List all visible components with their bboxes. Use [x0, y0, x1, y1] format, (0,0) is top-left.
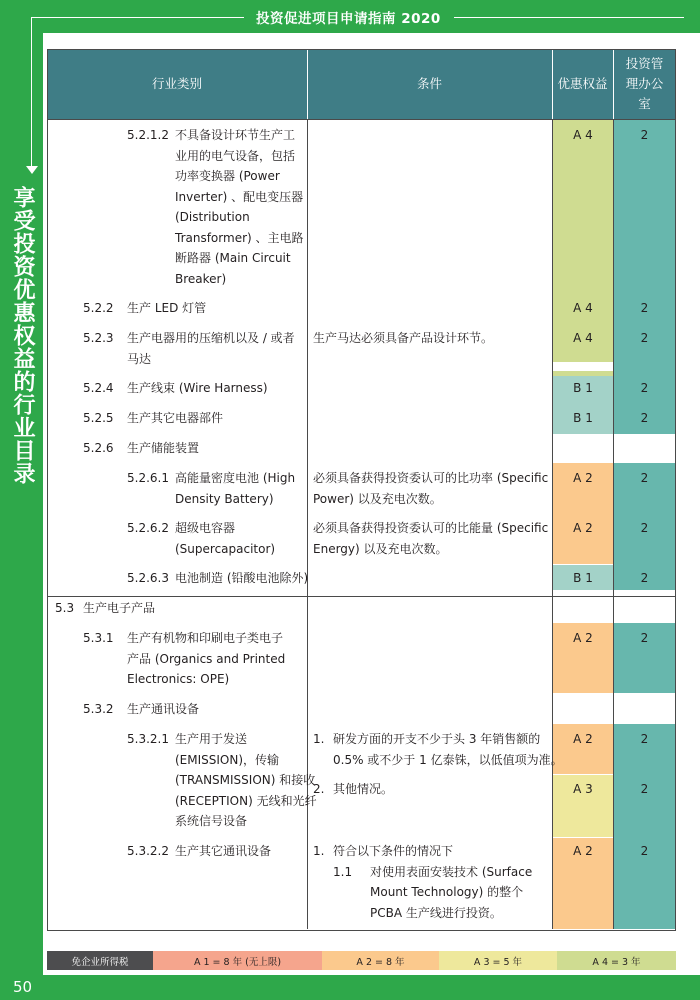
row-number: 5.2.6.1 [127, 471, 169, 485]
benefit-value: A 2 [573, 471, 593, 485]
benefit-value: B 1 [573, 411, 593, 425]
industry-line: 生产电器用的压缩机以及 / 或者 [127, 331, 295, 345]
header-industry: 行业类别 [47, 49, 307, 119]
row-number: 5.2.3 [83, 331, 114, 345]
row-number: 5.3.2.2 [127, 844, 169, 858]
industry-line: 生产通讯设备 [127, 702, 200, 716]
office-value: 2 [640, 381, 649, 395]
industry-line: (Distribution [175, 210, 250, 224]
industry-line: 功率变换器 (Power [175, 169, 280, 183]
row-number: 5.2.2 [83, 301, 114, 315]
benefit-value: A 3 [573, 782, 593, 796]
industry-line: 系统信号设备 [175, 814, 248, 828]
benefit-value: B 1 [573, 381, 593, 395]
legend-item-a1: A 1 = 8 年 (无上限) [153, 951, 322, 970]
industry-line: (Supercapacitor) [175, 541, 276, 556]
benefit-value: A 4 [573, 301, 593, 315]
row-number: 5.3 [55, 601, 75, 615]
office-value: 2 [640, 571, 649, 585]
condition-number: 1. [313, 844, 325, 858]
industry-line: 生产有机物和印刷电子类电子 [127, 631, 284, 645]
industry-line: Transformer) 、主电路 [175, 230, 304, 245]
industry-line: 产品 (Organics and Printed [127, 651, 286, 666]
footer-bar [0, 975, 700, 1000]
condition-subnumber: 1.1 [333, 864, 353, 879]
row-number: 5.3.2 [83, 702, 114, 716]
row-number: 5.2.1.2 [127, 128, 169, 142]
benefit-value: A 4 [573, 331, 593, 345]
benefit-legend [47, 951, 676, 970]
side-bar [0, 0, 43, 975]
header-office-line: 理办公 [625, 76, 664, 91]
industry-line: 马达 [127, 351, 152, 366]
industry-line: Inverter) 、配电变压器 [175, 189, 304, 204]
industry-line: 生产其它电器部件 [127, 411, 224, 425]
row-number: 5.3.2.1 [127, 732, 169, 746]
condition-line: 生产马达必须具备产品设计环节。 [313, 331, 494, 345]
row-number: 5.2.5 [83, 411, 114, 425]
industry-line: 生产 LED 灯管 [127, 301, 207, 315]
industry-line: (TRANSMISSION) 和接收 [175, 773, 316, 787]
office-value: 2 [640, 631, 649, 645]
benefit-value: A 2 [573, 732, 593, 746]
benefit-value: A 2 [573, 631, 593, 645]
side-title: 享受投资优惠权益的行业目录 [10, 186, 35, 485]
header-office-line: 室 [638, 96, 651, 111]
header-condition: 条件 [307, 49, 552, 119]
legend-item-a3: A 3 = 5 年 [439, 951, 557, 970]
industry-line: 生产线束 (Wire Harness) [127, 381, 268, 395]
condition-line: 必须具备获得投资委认可的比能量 (Specific [313, 521, 549, 535]
condition-line: 必须具备获得投资委认可的比功率 (Specific [313, 471, 549, 485]
office-value: 2 [640, 411, 649, 425]
office-value: 2 [640, 471, 649, 485]
condition-line: Power) 以及充电次数。 [313, 491, 442, 506]
column-divider [307, 119, 308, 596]
benefit-value: A 2 [573, 521, 593, 535]
industry-line: Electronics: OPE) [127, 672, 230, 686]
row-number: 5.2.6 [83, 441, 114, 455]
benefit-value: A 2 [573, 844, 593, 858]
arrow-down-icon [26, 166, 38, 174]
row-number: 5.2.6.3 [127, 571, 169, 585]
office-value: 2 [640, 128, 649, 142]
row-number: 5.3.1 [83, 631, 114, 645]
legend-item-a2: A 2 = 8 年 [322, 951, 439, 970]
industry-table [47, 49, 676, 931]
benefit-value: B 1 [573, 571, 593, 585]
industry-line: (EMISSION)，传输 [175, 752, 280, 767]
condition-line: Energy) 以及充电次数。 [313, 541, 448, 556]
industry-line: Density Battery) [175, 491, 274, 506]
office-value: 2 [640, 732, 649, 746]
condition-line: 其他情况。 [333, 782, 394, 796]
column-divider [307, 596, 308, 929]
industry-line: Breaker) [175, 271, 227, 286]
office-value: 2 [640, 301, 649, 315]
benefit-value: A 4 [573, 128, 593, 142]
industry-line: 生产其它通讯设备 [175, 844, 272, 858]
condition-line: 0.5% 或不少于 1 亿泰铢，以低值项为准。 [333, 752, 563, 767]
condition-line: 符合以下条件的情况下 [333, 844, 454, 858]
industry-line: 生产储能装置 [127, 441, 200, 455]
industry-line: 超级电容器 [175, 521, 236, 535]
legend-item-tax-exemption: 免企业所得税 [47, 951, 153, 970]
office-value: 2 [640, 782, 649, 796]
industry-line: 生产电子产品 [83, 601, 156, 615]
row-divider [47, 119, 676, 120]
header-office-line: 投资管 [625, 56, 664, 71]
header-benefit: 优惠权益 [552, 49, 613, 119]
row-divider [47, 596, 676, 597]
header-rule-right [454, 17, 684, 18]
office-value: 2 [640, 844, 649, 858]
industry-line: 断路器 (Main Circuit [175, 251, 291, 265]
condition-number: 1. [313, 732, 325, 746]
condition-line: Mount Technology) 的整个 [370, 885, 524, 899]
condition-line: PCBA 生产线进行投资。 [370, 905, 502, 920]
industry-line: 不具备设计环节生产工 [175, 128, 296, 142]
office-value: 2 [640, 331, 649, 345]
row-number: 5.2.6.2 [127, 521, 169, 535]
industry-line: 业用的电气设备，包括 [175, 148, 296, 163]
header-title: 投资促进项目申请指南 2020 [256, 11, 441, 27]
industry-line: 生产用于发送 [175, 732, 248, 746]
industry-line: 电池制造 (铅酸电池除外) [175, 571, 309, 585]
office-value: 2 [640, 521, 649, 535]
industry-line: 高能量密度电池 (High [175, 471, 296, 485]
legend-item-a4: A 4 = 3 年 [557, 951, 676, 970]
condition-line: 研发方面的开支不少于头 3 年销售额的 [333, 732, 541, 746]
condition-line: 对使用表面安装技术 (Surface [370, 864, 533, 879]
side-rule [31, 17, 32, 172]
industry-line: (RECEPTION) 无线和光纤 [175, 793, 317, 808]
page-number: 50 [13, 978, 33, 996]
condition-number: 2. [313, 782, 325, 796]
row-number: 5.2.4 [83, 381, 114, 395]
header-rule-left [32, 17, 244, 18]
